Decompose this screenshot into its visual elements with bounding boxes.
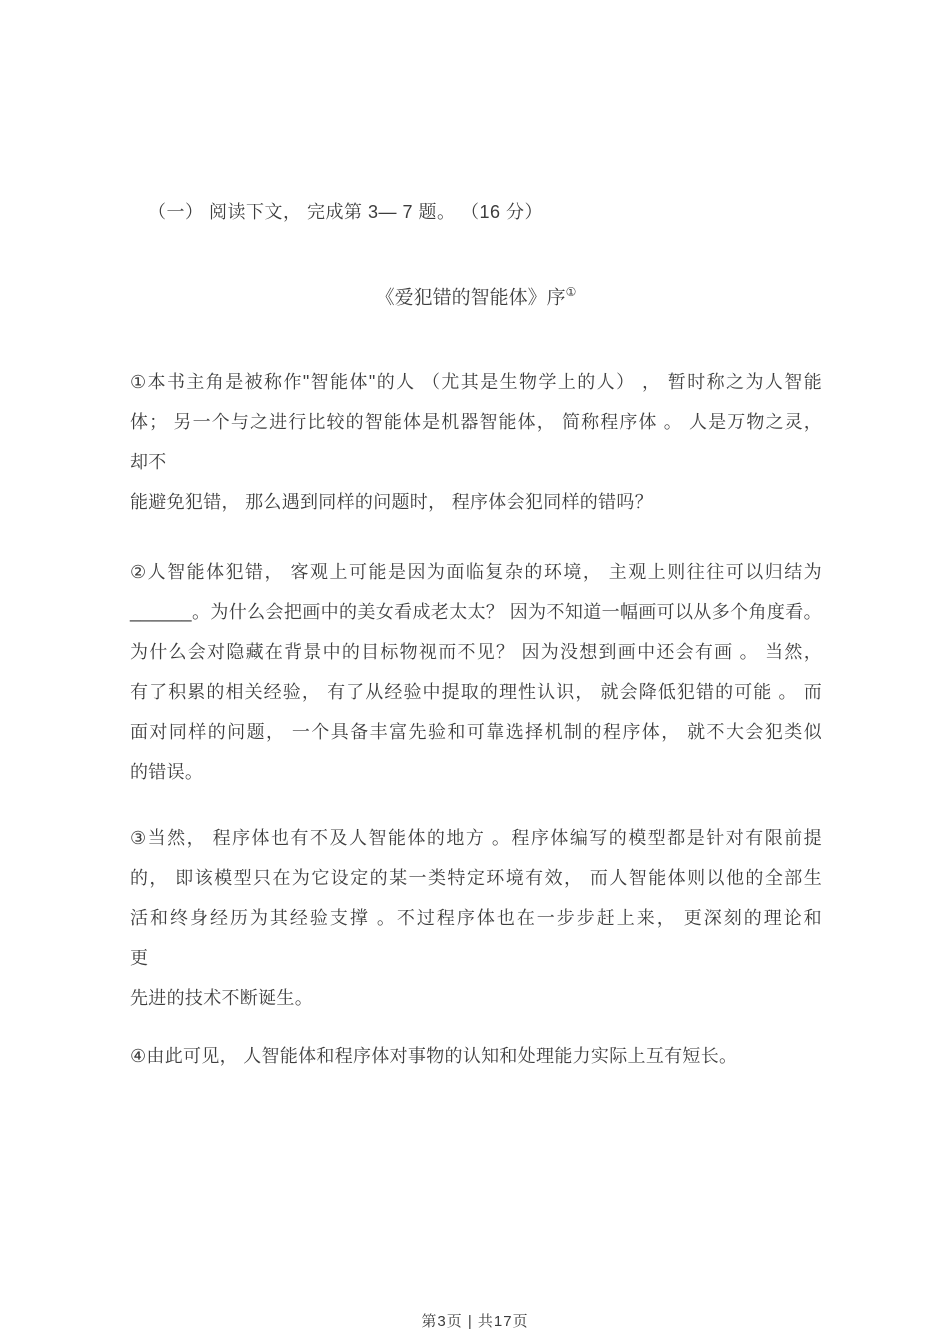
- text-line-with-blank: ______。为什么会把画中的美女看成老太太？ 因为不知道一幅画可以从多个角度看。: [130, 602, 822, 623]
- text-line: 的错误。: [130, 762, 204, 783]
- page-number-indicator: 第3页 | 共17页: [421, 1313, 529, 1330]
- paragraph-3: [130, 818, 822, 1018]
- text-line: ①本书主角是被称作"智能体"的人 （尤其是生物学上的人） ， 暂时称之为人智能: [130, 372, 822, 393]
- text-line: 却不: [130, 452, 167, 473]
- text-line: 更: [130, 948, 149, 969]
- paragraph-4: [130, 1036, 822, 1076]
- text-line: 能避免犯错， 那么遇到同样的问题时， 程序体会犯同样的错吗？: [130, 492, 653, 513]
- passage-title: [130, 278, 822, 312]
- text-line: ②人智能体犯错， 客观上可能是因为面临复杂的环境， 主观上则往往可以归结为: [130, 562, 822, 583]
- section-header: （一） 阅读下文， 完成第 3— 7 题。 （16 分）: [148, 202, 544, 222]
- text-line: ③当然， 程序体也有不及人智能体的地方 。程序体编写的模型都是针对有限前提: [130, 828, 822, 849]
- text-line: 面对同样的问题， 一个具备丰富先验和可靠选择机制的程序体， 就不大会犯类似: [130, 722, 822, 743]
- text-line: ④由此可见， 人智能体和程序体对事物的认知和处理能力实际上互有短长。: [130, 1046, 738, 1067]
- text-line: 先进的技术不断诞生。: [130, 988, 313, 1009]
- passage-title-text: 《爱犯错的智能体》序: [375, 287, 566, 309]
- document-page: [130, 0, 822, 1076]
- paragraph-2: [130, 552, 822, 792]
- text-line: 为什么会对隐藏在背景中的目标物视而不见？ 因为没想到画中还会有画 。 当然，: [130, 642, 822, 663]
- text-line: 有了积累的相关经验， 有了从经验中提取的理性认识， 就会降低犯错的可能 。 而: [130, 682, 822, 703]
- text-line: 体； 另一个与之进行比较的智能体是机器智能体， 简称程序体 。 人是万物之灵，: [130, 412, 822, 433]
- paragraph-1: [130, 362, 822, 522]
- text-line: 活和终身经历为其经验支撑 。不过程序体也在一步步赶上来， 更深刻的理论和: [130, 908, 822, 929]
- footnote-ref: ①: [565, 285, 577, 299]
- text-line: 的， 即该模型只在为它设定的某一类特定环境有效， 而人智能体则以他的全部生: [130, 868, 822, 889]
